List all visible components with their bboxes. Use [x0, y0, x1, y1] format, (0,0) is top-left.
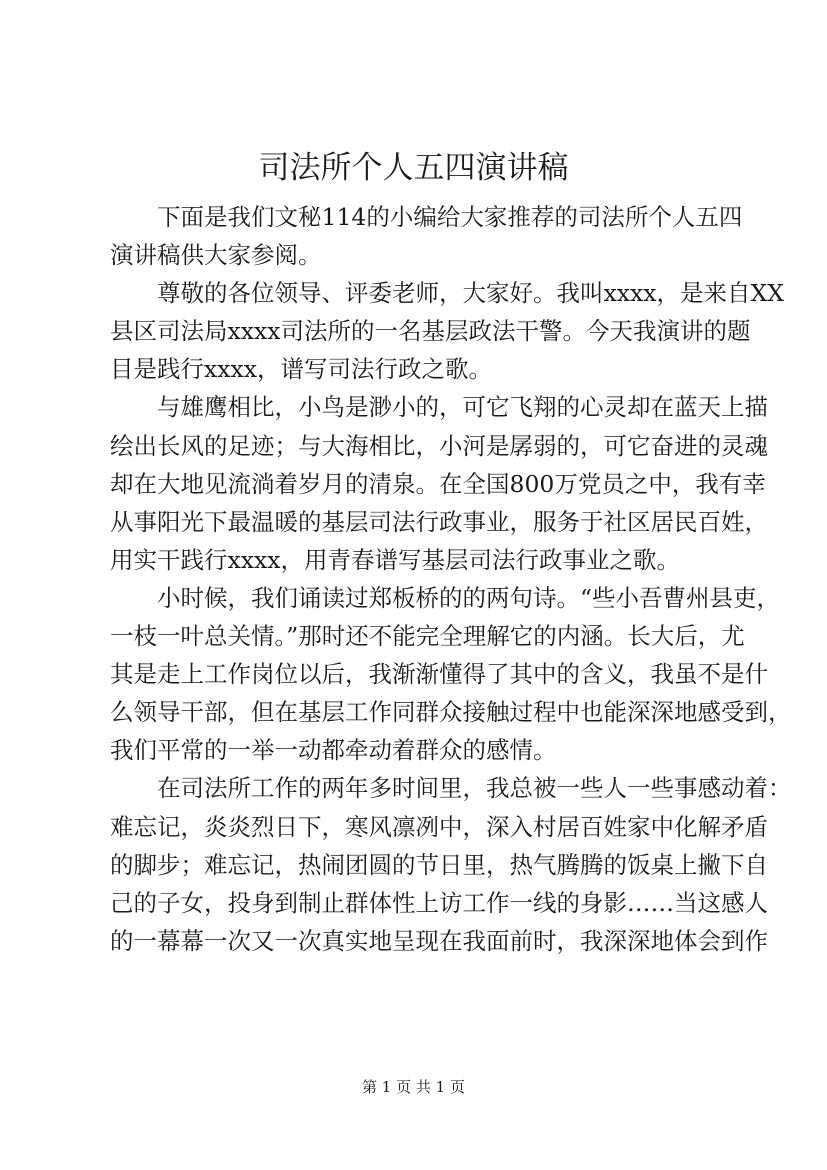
page-number-footer: 第 1 页 共 1 页 — [362, 1078, 465, 1096]
body-line: 演讲稿供大家参阅。 — [110, 241, 322, 270]
body-line: 用实干践行xxxx，用青春谱写基层司法行政事业之歌。 — [110, 545, 681, 574]
body-line: 难忘记，炎炎烈日下，寒风凛冽中，深入村居百姓家中化解矛盾 — [110, 812, 768, 841]
body-line: 目是践行xxxx，谱写司法行政之歌。 — [110, 355, 493, 384]
document-body — [110, 198, 792, 960]
body-line: 下面是我们文秘114的小编给大家推荐的司法所个人五四 — [157, 203, 743, 231]
body-line: 与雄鹰相比，小鸟是渺小的，可它飞翔的心灵却在蓝天上描 — [157, 393, 768, 422]
body-line: 一枝一叶总关情。”那时还不能完全理解它的内涵。长大后，尤 — [110, 622, 745, 651]
body-line: 却在大地见流淌着岁月的清泉。在全国800万党员之中，我有幸 — [110, 469, 766, 498]
document-title: 司法所个人五四演讲稿 — [258, 150, 569, 186]
body-line: 己的子女，投身到制止群体性上访工作一线的身影……当这感人 — [110, 888, 768, 917]
body-line: 么领导干部，但在基层工作同群众接触过程中也能深深地感受到， — [110, 698, 792, 727]
body-line: 的脚步；难忘记，热闹团圆的节日里，热气腾腾的饭桌上撇下自 — [110, 850, 768, 879]
body-line: 我们平常的一举一动都牵动着群众的感情。 — [110, 736, 557, 765]
body-line: 尊敬的各位领导、评委老师，大家好。我叫xxxx，是来自XX — [157, 279, 784, 308]
body-line: 小时候，我们诵读过郑板桥的的两句诗。“些小吾曹州县吏， — [157, 583, 781, 612]
body-line: 县区司法局xxxx司法所的一名基层政法干警。今天我演讲的题 — [110, 317, 751, 346]
body-line: 其是走上工作岗位以后，我渐渐懂得了其中的含义，我虽不是什 — [110, 660, 768, 689]
body-line: 的一幕幕一次又一次真实地呈现在我面前时，我深深地体会到作 — [110, 926, 768, 955]
body-line: 从事阳光下最温暖的基层司法行政事业，服务于社区居民百姓， — [110, 507, 768, 536]
body-line: 绘出长风的足迹；与大海相比，小河是孱弱的，可它奋进的灵魂 — [110, 431, 768, 460]
body-line: 在司法所工作的两年多时间里，我总被一些人一些事感动着： — [157, 774, 792, 803]
